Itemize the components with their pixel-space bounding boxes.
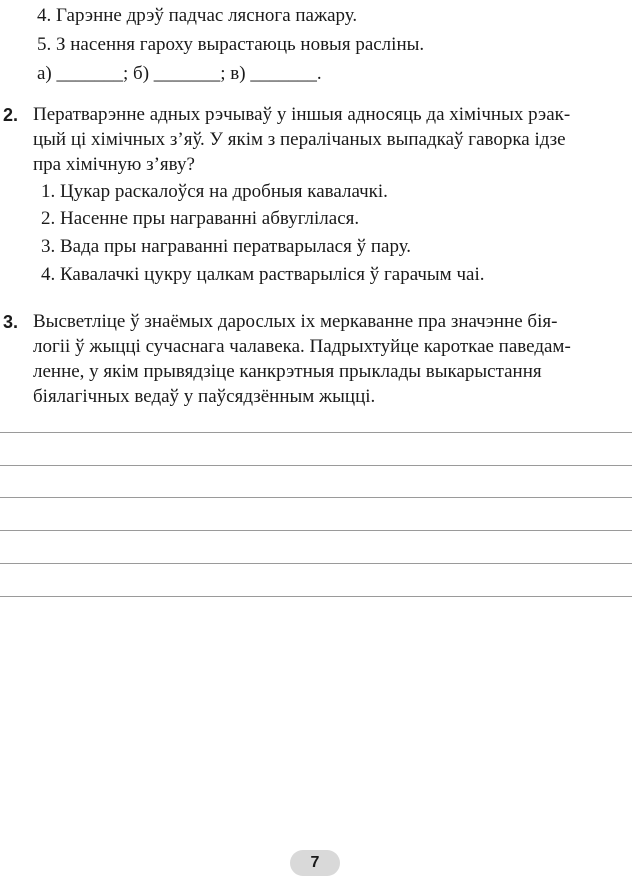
q1-answer-line: а) _______; б) _______; в) _______. bbox=[37, 63, 322, 84]
question-3-number: 3. bbox=[3, 312, 19, 332]
answer-writing-line[interactable] bbox=[0, 563, 632, 564]
page-number: 7 bbox=[290, 850, 340, 876]
question-3-text-line-4: біялагічных ведаў у паўсядзённым жыцці. bbox=[33, 386, 376, 407]
question-2-number: 2. bbox=[3, 105, 19, 125]
answer-writing-line[interactable] bbox=[0, 530, 632, 531]
question-3-text-line-1: Высветліце ў знаёмых дарослых іх меркаванне пра значэнне бія- bbox=[33, 311, 558, 332]
q1-item-4: 4. Гарэнне дрэў падчас ляснога пажару. bbox=[37, 5, 358, 26]
answer-writing-line[interactable] bbox=[0, 465, 632, 466]
question-2-option-4: 4. Кавалачкі цукру цалкам растварыліся ў гарачым чаі. bbox=[41, 264, 485, 285]
question-2-option-1: 1. Цукар раскалоўся на дробныя кавалачкі. bbox=[41, 181, 388, 202]
question-2-option-3: 3. Вада пры награванні ператварылася ў пару. bbox=[41, 236, 412, 257]
q1-item-5: 5. З насення гароху вырастаюць новыя расліны. bbox=[37, 34, 425, 55]
question-3-text-line-3: ленне, у якім прывядзіце канкрэтныя прыклады выкарыстання bbox=[33, 361, 542, 382]
question-2-text-line-3: пра хімічную з’яву? bbox=[33, 154, 195, 175]
answer-writing-line[interactable] bbox=[0, 596, 632, 597]
answer-writing-line[interactable] bbox=[0, 432, 632, 433]
question-2-text-line-1: Ператварэнне адных рэчываў у іншыя адносяць да хімічных рэак- bbox=[33, 104, 571, 125]
question-2-text-line-2: цый ці хімічных з’яў. У якім з пералічаных выпадкаў гаворка ідзе bbox=[33, 129, 566, 150]
question-3-text-line-2: логіі ў жыцці сучаснага чалавека. Падрыхтуйце кароткае паведам- bbox=[33, 336, 571, 357]
question-2-option-2: 2. Насенне пры награванні абвуглілася. bbox=[41, 208, 360, 229]
answer-writing-line[interactable] bbox=[0, 497, 632, 498]
